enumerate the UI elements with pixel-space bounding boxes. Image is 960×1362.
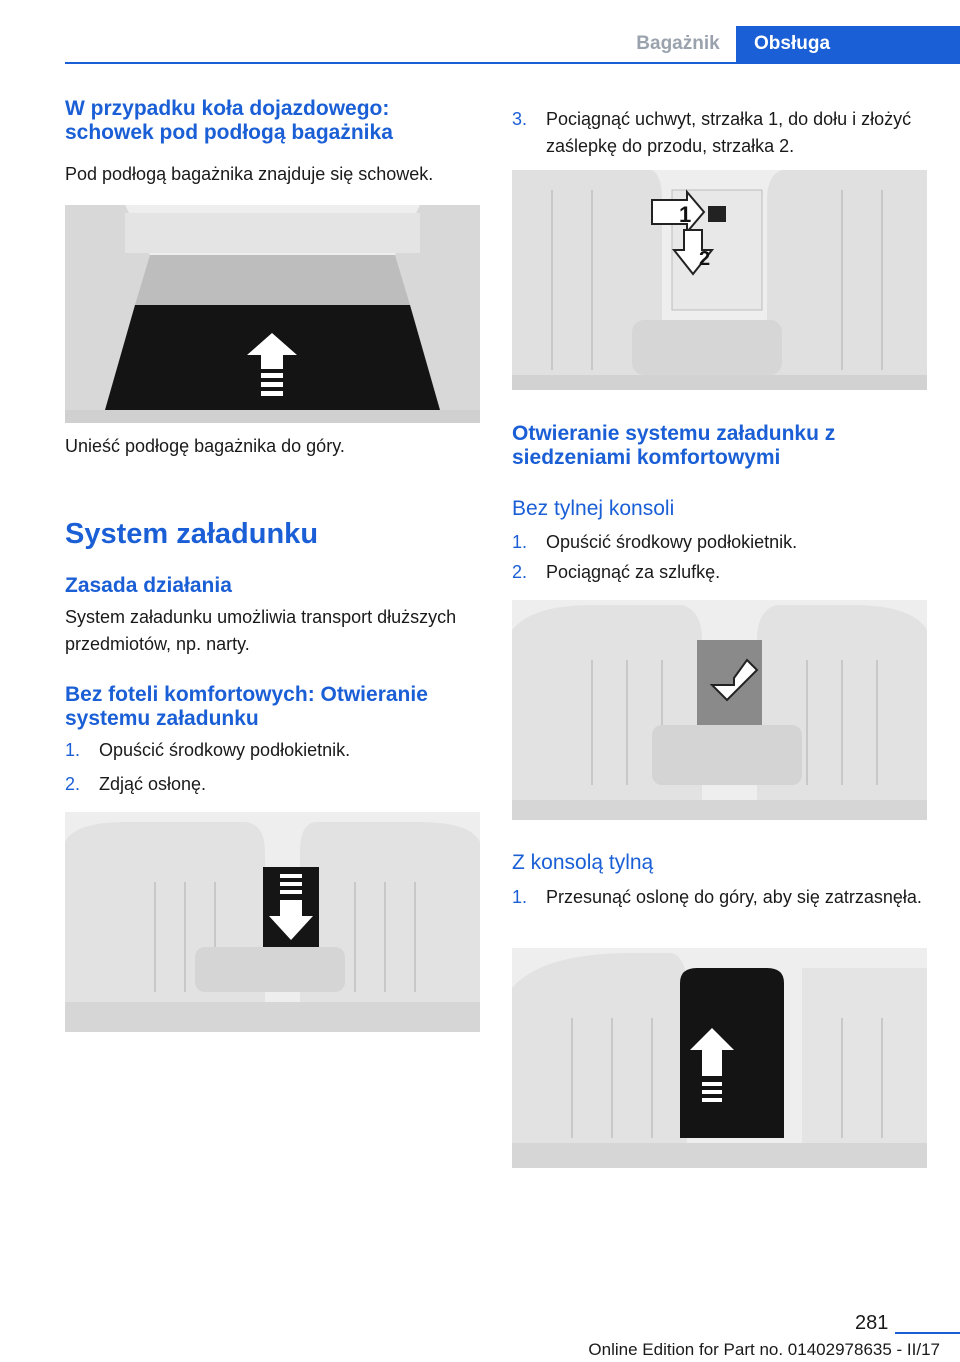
list-number: 1. (65, 740, 81, 760)
list-item (65, 771, 485, 798)
header-tab-obsluga: Obsługa (736, 26, 960, 62)
heading-no-comfort-seats: Bez foteli komfortowych: Otwieranie systemu załadunku (65, 683, 428, 730)
figure-label-2: 2 (699, 248, 711, 270)
list-number: 3. (512, 109, 528, 129)
list-item (65, 737, 485, 764)
list-number: 2. (65, 774, 81, 794)
figure-pull-strap (512, 600, 927, 820)
list-number: 2. (512, 562, 528, 582)
list-text: Przesunąć oslonę do góry, aby się zatrzasnęła. (546, 887, 922, 907)
text-spare-storage: Pod podłogą bagażnika znajduje się schowek. (65, 164, 434, 184)
heading-with-rear-console: Z konsolą tylną (512, 851, 654, 874)
figure-slide-cover-up (512, 948, 927, 1168)
page-number: 281 (855, 1312, 889, 1334)
list-text: Zdjąć osłonę. (99, 774, 207, 794)
list-text: Opuścić środkowy podłokietnik. (99, 740, 351, 760)
list-item (512, 529, 932, 556)
list-text: Pociągnąć za szlufkę. (546, 562, 721, 582)
list-number: 1. (512, 887, 528, 907)
list-item (512, 884, 932, 938)
header-rule (65, 62, 960, 64)
figure-label-1: 1 (679, 202, 692, 227)
figure-rear-seats-cover (65, 812, 480, 1032)
caption-lift-floor: Unieść podłogę bagażnika do góry. (65, 436, 345, 456)
heading-spare-wheel-storage: W przypadku koła dojazdowego: schowek pod podłogą bagażnika (65, 97, 393, 144)
list-item (512, 559, 932, 586)
heading-loading-system: System załadunku (65, 518, 319, 550)
figure-trunk-floor (65, 205, 480, 423)
list-text: Opuścić środkowy podłokietnik. (546, 532, 798, 552)
list-text: Pociągnąć uchwyt, strzałka 1, do dołu i złożyć zaślepkę do przodu, strzałka 2. (546, 109, 912, 156)
footer-rule (895, 1332, 960, 1334)
heading-principle: Zasada działania (65, 574, 232, 597)
heading-no-rear-console: Bez tylnej konsoli (512, 497, 675, 520)
text-principle: System załadunku umożliwia transport dłuższych przedmiotów, np. narty. (65, 607, 457, 654)
figure-handle-arrows (512, 170, 927, 390)
heading-comfort-seats: Otwieranie systemu załadunku z siedzeniami komfortowymi (512, 422, 836, 469)
list-item (512, 106, 932, 160)
header-tab-bagaznik: Bagażnik (636, 33, 720, 54)
edition-note: Online Edition for Part no. 01402978635 - II/17 (588, 1340, 940, 1359)
list-number: 1. (512, 532, 528, 552)
